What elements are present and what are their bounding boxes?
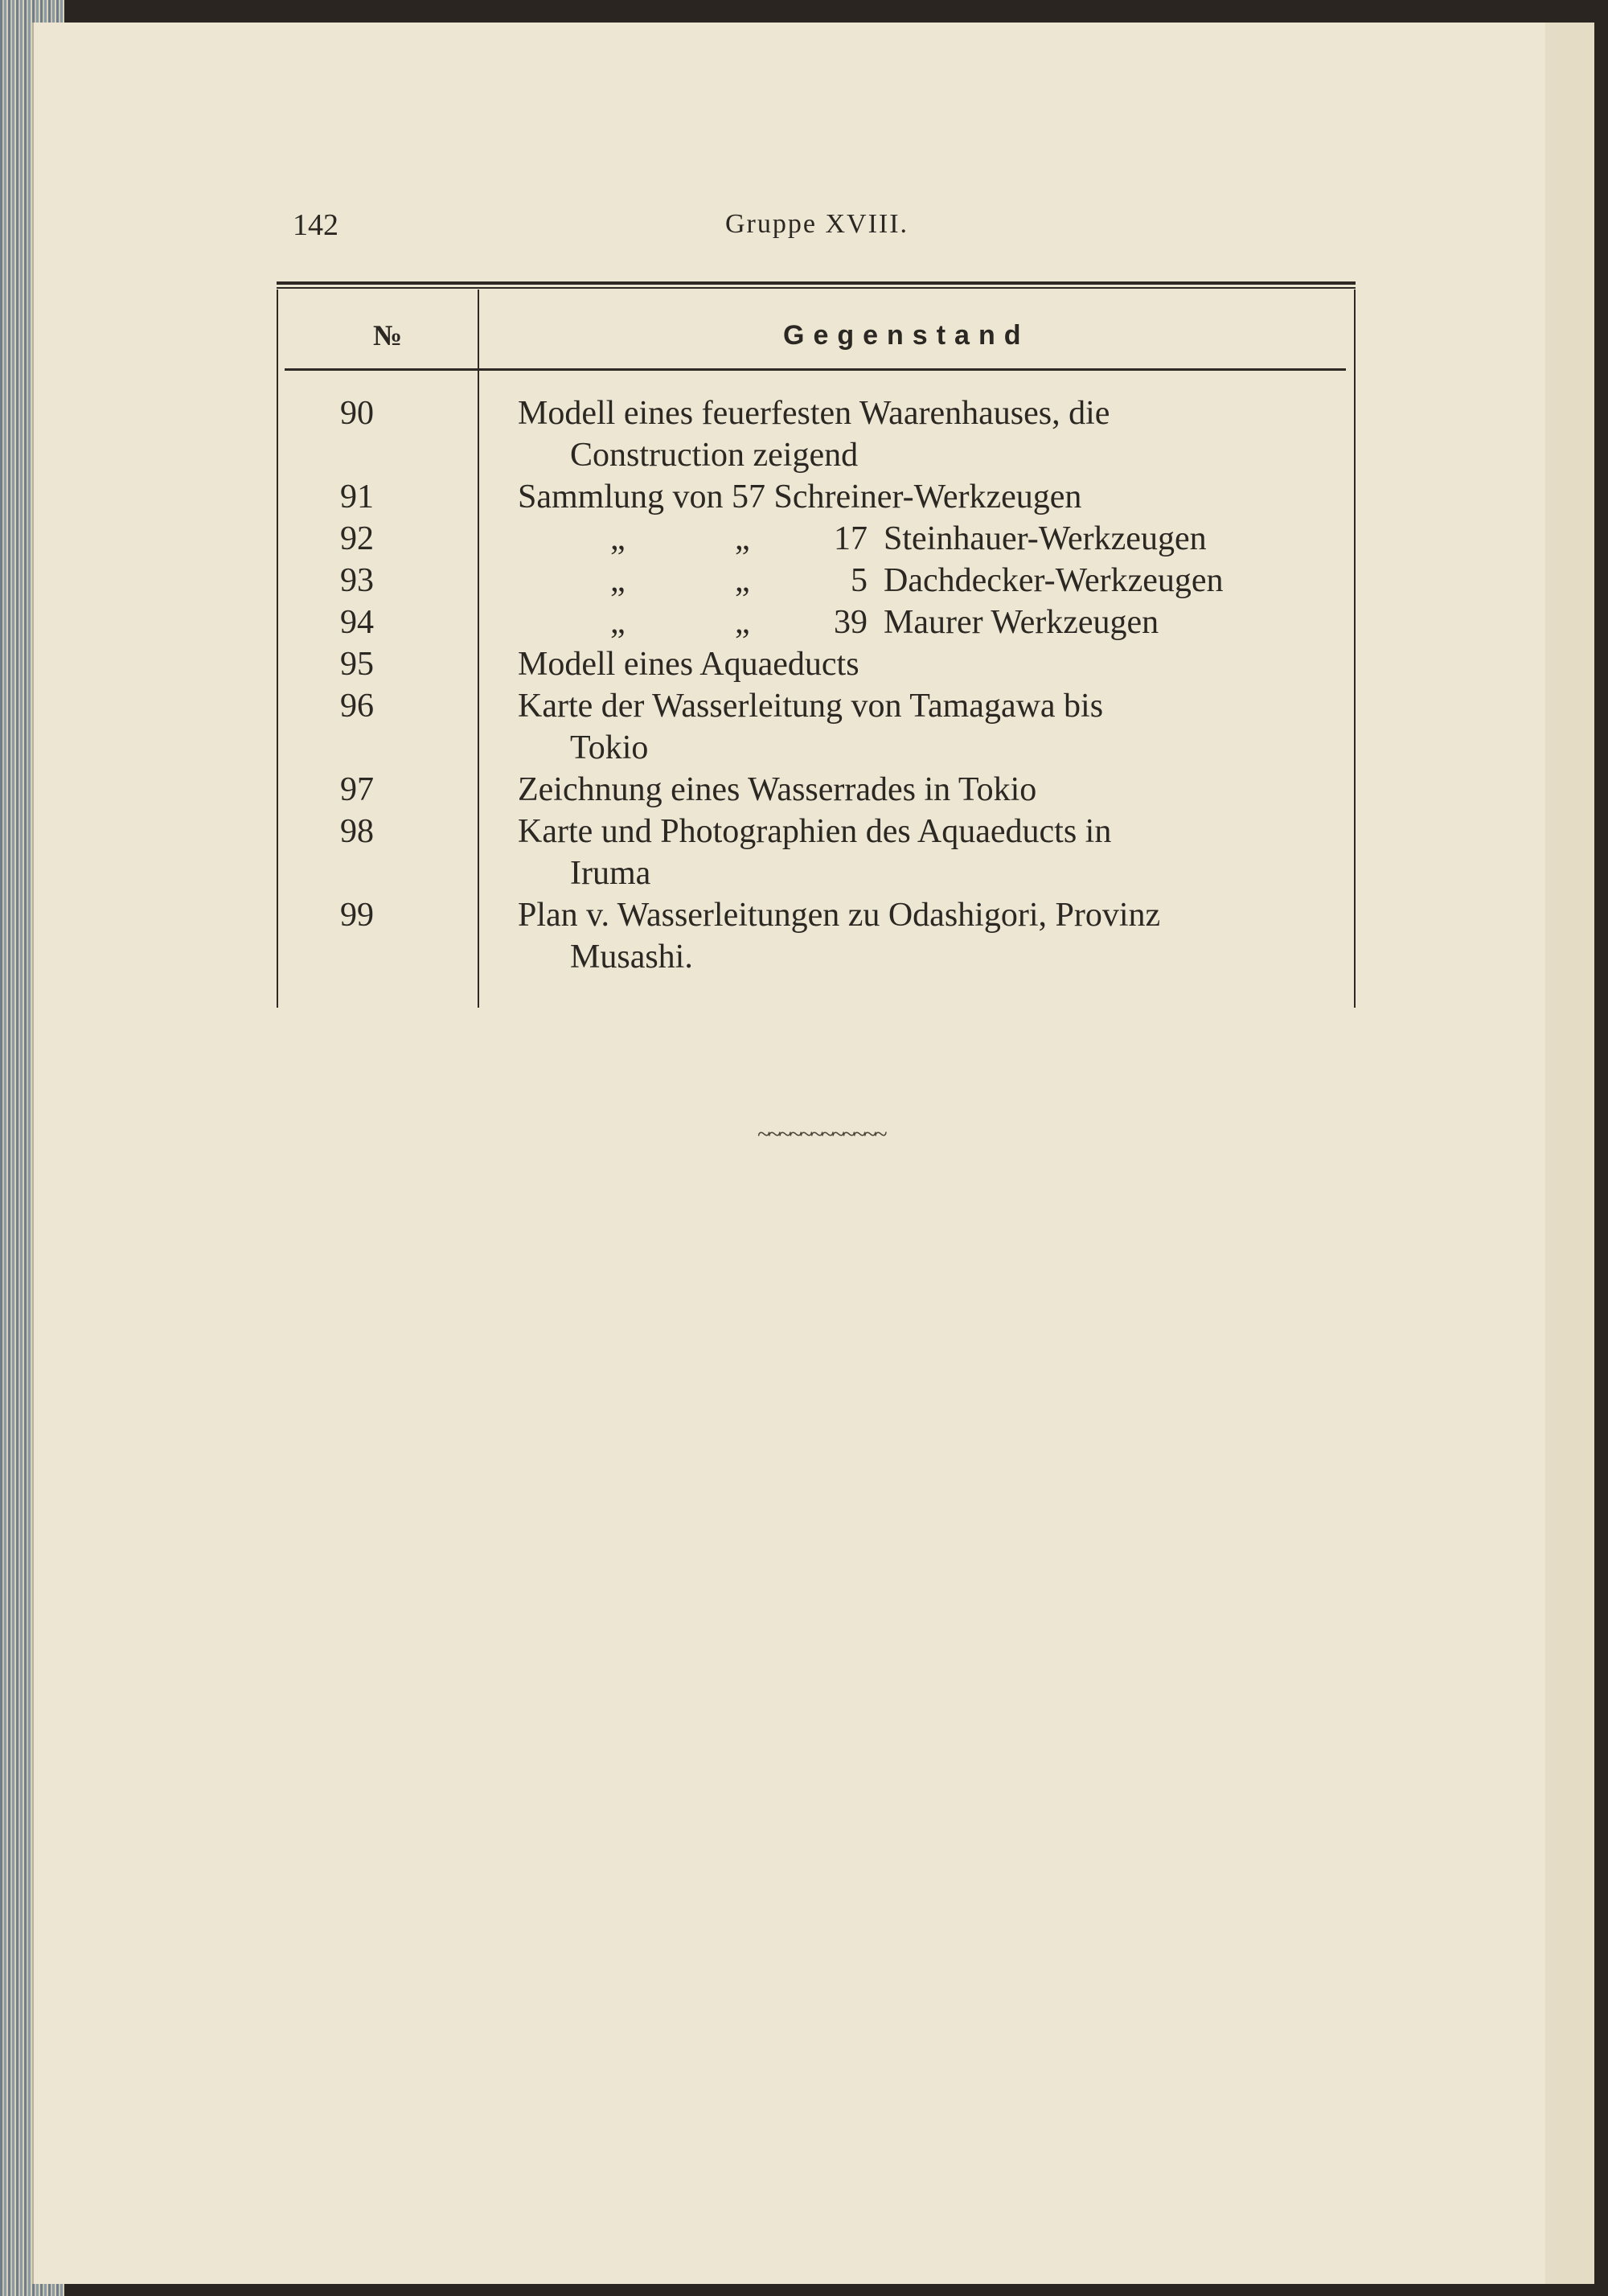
row-object-continuation: Construction zeigend xyxy=(570,437,859,474)
column-header-object: Gegenstand xyxy=(783,320,1030,351)
row-number: 93 xyxy=(340,562,374,599)
table-row xyxy=(277,392,1356,476)
row-object-line: Karte und Photographien des Aquaeducts in xyxy=(518,813,1112,850)
row-object-line: Plan v. Wasserleitungen zu Odashigori, Provinz xyxy=(518,897,1161,934)
running-title: Gruppe XVIII. xyxy=(725,209,909,239)
tool-type: Maurer Werkzeugen xyxy=(884,604,1159,641)
row-number: 90 xyxy=(340,395,374,432)
row-object xyxy=(518,392,1354,476)
row-object-line: Modell eines feuerfesten Waarenhauses, die xyxy=(518,395,1110,432)
exhibit-table xyxy=(277,281,1356,975)
row-number: 97 xyxy=(340,771,374,808)
row-number: 98 xyxy=(340,813,374,850)
ditto-mark: „ xyxy=(735,562,750,599)
row-object-continuation: Tokio xyxy=(570,729,649,766)
row-number: 91 xyxy=(340,479,374,515)
table-row xyxy=(277,685,1356,769)
end-ornament: ~~~~~~~~~~~~ xyxy=(757,1121,885,1148)
book-page xyxy=(32,23,1545,2284)
table-row xyxy=(277,518,1356,560)
ditto-mark: „ xyxy=(610,520,626,557)
table-row xyxy=(277,894,1356,978)
ditto-mark: „ xyxy=(735,520,750,557)
ditto-mark: „ xyxy=(735,604,750,641)
table-frame xyxy=(277,281,1356,1008)
row-object: Sammlung von 57 Schreiner-Werkzeugen xyxy=(518,479,1082,515)
row-number: 96 xyxy=(340,688,374,725)
ditto-mark: „ xyxy=(610,604,626,641)
table-row xyxy=(277,769,1356,811)
page-number: 142 xyxy=(293,208,338,242)
row-number: 95 xyxy=(340,646,374,683)
row-object-line: Karte der Wasserleitung von Tamagawa bis xyxy=(518,688,1104,725)
row-object xyxy=(518,894,1354,978)
page-header xyxy=(34,207,1545,256)
row-number: 94 xyxy=(340,604,374,641)
row-object: Modell eines Aquaeducts xyxy=(518,646,859,683)
table-row xyxy=(277,560,1356,602)
table-rows xyxy=(277,392,1356,978)
header-rule xyxy=(285,368,1346,371)
table-row xyxy=(277,811,1356,894)
row-number: 99 xyxy=(340,897,374,934)
row-object-continuation: Musashi. xyxy=(570,939,693,975)
tool-type: Dachdecker-Werkzeugen xyxy=(884,562,1224,599)
row-object: Zeichnung eines Wasserrades in Tokio xyxy=(518,771,1037,808)
row-object-continuation: Iruma xyxy=(570,855,651,892)
row-object xyxy=(518,685,1354,769)
table-row xyxy=(277,476,1356,518)
tool-type: Steinhauer-Werkzeugen xyxy=(884,520,1207,557)
tool-count: 39 xyxy=(834,604,868,641)
table-header xyxy=(277,281,1356,362)
tool-count: 5 xyxy=(851,562,868,599)
table-row xyxy=(277,602,1356,643)
table-row xyxy=(277,643,1356,685)
column-header-number: № xyxy=(373,319,403,351)
row-number: 92 xyxy=(340,520,374,557)
tool-count: 17 xyxy=(834,520,868,557)
row-object xyxy=(518,811,1354,894)
ditto-mark: „ xyxy=(610,562,626,599)
